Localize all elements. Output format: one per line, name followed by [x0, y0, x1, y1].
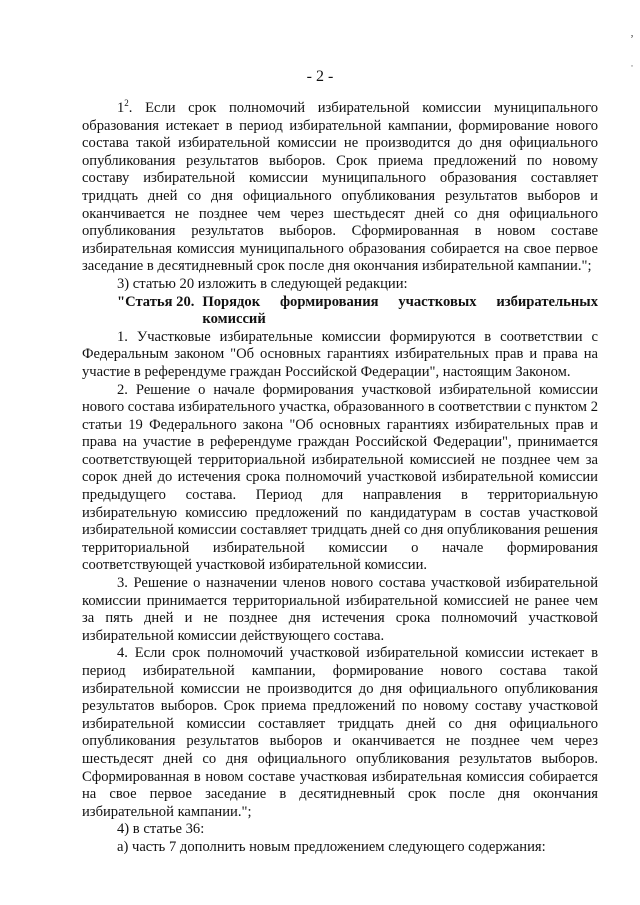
article-paragraph-3: 3. Решение о назначении членов нового состава участковой избирательной комиссии принимается территориальной избирательной комиссией не ранее чем за пять дней и не позднее дня истечения срока полномочий участковой избирательной комиссии действующего состава. — [82, 575, 598, 644]
article-20-heading — [82, 294, 598, 329]
paragraph-1-squared — [82, 100, 598, 276]
corner-mark-top: ʼ — [630, 32, 634, 46]
article-number: "Статья 20. — [117, 293, 195, 310]
article-paragraph-2: 2. Решение о начале формирования участковой избирательной комиссии нового состава избирательного участка, образованного в соответствии с пунктом 2 статьи 19 Федерального закона "Об основных гарантиях избирательных прав и права на участие в референдуме граждан Российской Федерации", принимается соответствующей территориальной избирательной комиссией не позднее чем за сорок дней до истечения срока полномочий участковой избирательной комиссии предыдущего состава. Период для направления в территориальную избирательную комиссию предложений по кандидатурам в состав участковой избирательной комиссии составляет тридцать дней со дня опубликования решения территориальной избирательной комиссии о начале формирования соответствующей участковой избирательной комиссии. — [82, 381, 598, 574]
corner-mark-bottom: ˙ — [630, 62, 634, 76]
paragraph-number: 1 — [117, 100, 125, 116]
amendment-item-4a: а) часть 7 дополнить новым предложением следующего содержания: — [117, 838, 546, 855]
superscript: 2 — [124, 98, 129, 109]
amendment-item-4: 4) в статье 36: — [117, 821, 205, 838]
amendment-item-3: 3) статью 20 изложить в следующей редакции: — [117, 275, 408, 292]
paragraph-text: . Если срок полномочий избирательной комиссии муниципального образования истекает в период избирательной кампании, формирование нового состава такой избирательной комиссии не производится до дня официального опубликования результатов выборов. Срок приема предложений по новому составу избирательной комиссии муниципального образования составляет тридцать дней со дня официального опубликования результатов выборов и оканчивается не позднее чем через шестьдесят дней со дня официального опубликования результатов выборов. Сформированная в новом составе избирательная комиссия муниципального образования собирается на свое первое заседание в десятидневный срок после дня окончания избирательной кампании."; — [82, 100, 598, 275]
article-paragraph-4: 4. Если срок полномочий участковой избирательной комиссии истекает в период избирательной кампании, формирование нового состава такой избирательной комиссии не производится до дня официального опубликования результатов выборов. Срок приема предложений по новому составу участковой избирательной комиссии составляет тридцать дней со дня официального опубликования результатов выборов и оканчивается не позднее чем через шестьдесят дней со дня официального опубликования результатов выборов. Сформированная в новом составе участковая избирательная комиссия собирается на свое первое заседание в десятидневный срок после дня окончания избирательной кампании."; — [82, 645, 598, 820]
article-paragraph-1: 1. Участковые избирательные комиссии формируются в соответствии с Федеральным законом "Об основных гарантиях избирательных прав и права на участие в референдуме граждан Российской Федерации", настоящим Законом. — [82, 328, 598, 380]
document-body — [82, 100, 598, 857]
page-number: - 2 - — [306, 68, 334, 85]
article-title: Порядок формирования участковых избирательных комиссий — [202, 293, 598, 328]
